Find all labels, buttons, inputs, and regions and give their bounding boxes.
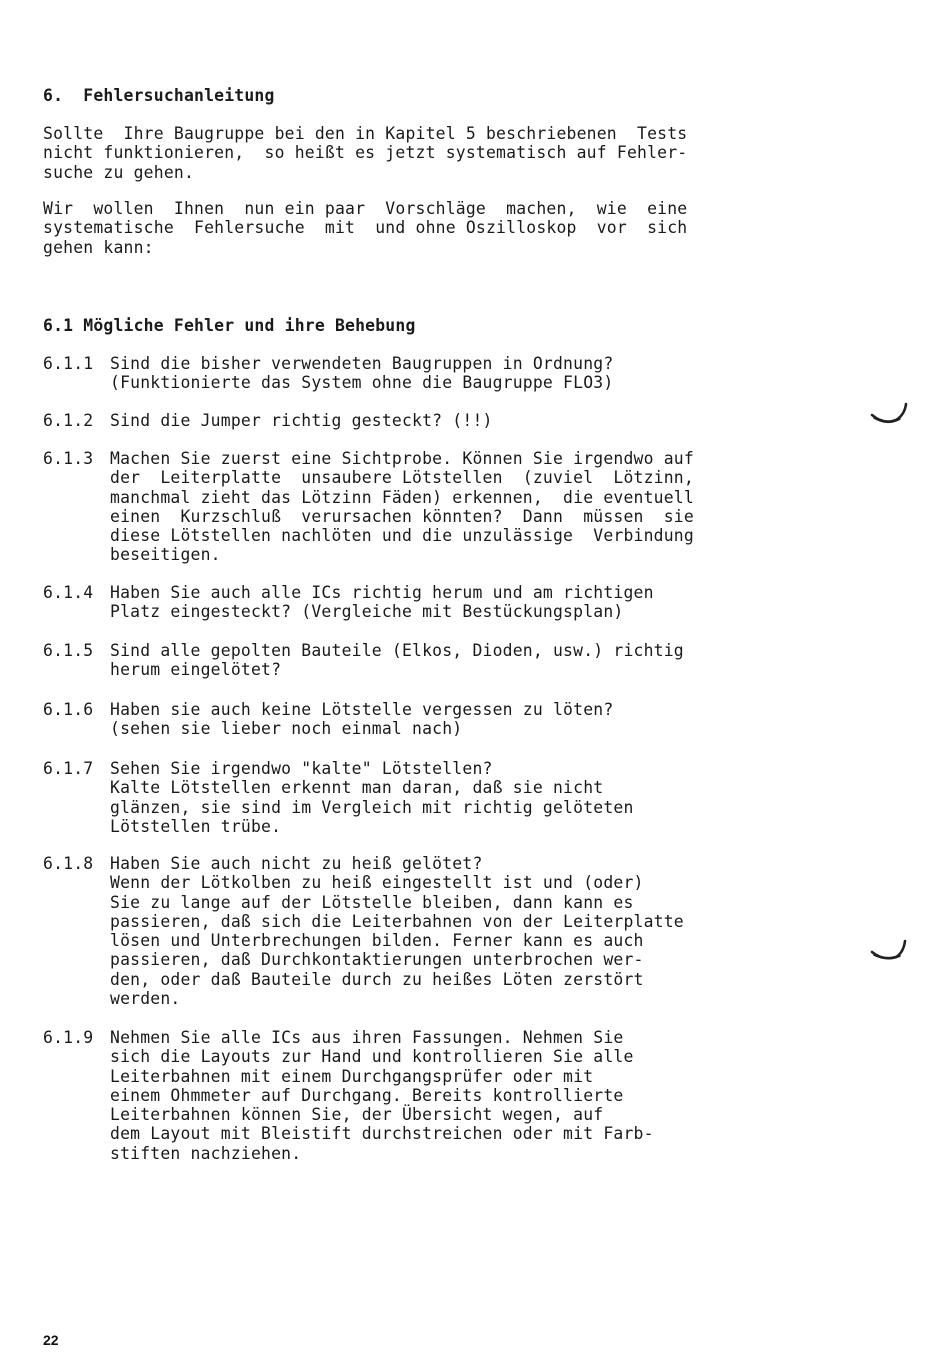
- text-line: beseitigen.: [110, 545, 221, 565]
- text-line: stiften nachziehen.: [110, 1143, 302, 1163]
- section-heading: 6.1 Mögliche Fehler und ihre Behebung: [43, 316, 416, 335]
- item-number: 6.1.3: [43, 449, 94, 468]
- text-line: Sind die bisher verwendeten Baugruppen in Ordnung?: [110, 354, 614, 373]
- text-line: Kalte Lötstellen erkennt man daran, daß sie nicht: [110, 778, 604, 798]
- text-line: passieren, daß sich die Leiterbahnen von der Leiterplatte: [110, 911, 684, 931]
- text-line: (Funktionierte das System ohne die Baugruppe FLO3): [110, 373, 614, 393]
- text-line: Haben Sie auch alle ICs richtig herum und am richtigen: [110, 583, 654, 602]
- intro-paragraph-2: [43, 199, 781, 257]
- item-number: 6.1.5: [43, 641, 94, 660]
- item-number: 6.1.6: [43, 700, 94, 719]
- item-number: 6.1.9: [43, 1028, 94, 1047]
- text-line: Sie zu lange auf der Lötstelle bleiben, dann kann es: [110, 892, 634, 912]
- text-line: glänzen, sie sind im Vergleich mit richtig gelöteten: [110, 797, 634, 817]
- text-line: Sehen Sie irgendwo "kalte" Lötstellen?: [110, 759, 493, 778]
- text-line: Leiterbahnen mit einem Durchgangsprüfer oder mit: [110, 1066, 594, 1086]
- text-line: herum eingelötet?: [110, 660, 282, 680]
- item-number: 6.1.1: [43, 354, 94, 373]
- text-line: gehen kann:: [43, 237, 154, 257]
- text-line: (sehen sie lieber noch einmal nach): [110, 719, 463, 739]
- text-line: Haben Sie auch nicht zu heiß gelötet?: [110, 854, 483, 873]
- text-line: einen Kurzschluß verursachen könnten? Dann müssen sie: [110, 506, 694, 526]
- text-line: einem Ohmmeter auf Durchgang. Bereits kontrollierte: [110, 1085, 624, 1105]
- checkmark-icon: [870, 938, 910, 962]
- text-line: manchmal zieht das Lötzinn Fäden) erkennen, die eventuell: [110, 487, 694, 507]
- text-line: passieren, daß Durchkontaktierungen unterbrochen wer-: [110, 950, 644, 970]
- text-line: Lötstellen trübe.: [110, 816, 282, 836]
- text-line: suche zu gehen.: [43, 162, 195, 182]
- text-line: Haben sie auch keine Lötstelle vergessen zu löten?: [110, 700, 614, 719]
- text-line: systematische Fehlersuche mit und ohne Oszilloskop vor sich: [43, 218, 688, 238]
- intro-paragraph-1: [43, 124, 781, 182]
- text-line: dem Layout mit Bleistift durchstreichen oder mit Farb-: [110, 1124, 654, 1144]
- item-number: 6.1.8: [43, 854, 94, 873]
- text-line: Platz eingesteckt? (Vergleiche mit Bestückungsplan): [110, 602, 624, 622]
- item-number: 6.1.4: [43, 583, 94, 602]
- text-line: lösen und Unterbrechungen bilden. Ferner kann es auch: [110, 931, 644, 951]
- item-number: 6.1.2: [43, 411, 94, 430]
- text-line: Sind alle gepolten Bauteile (Elkos, Dioden, usw.) richtig: [110, 641, 684, 660]
- text-line: werden.: [110, 989, 181, 1009]
- text-line: Wenn der Lötkolben zu heiß eingestellt ist und (oder): [110, 873, 644, 893]
- text-line: sich die Layouts zur Hand und kontrollieren Sie alle: [110, 1047, 634, 1067]
- chapter-heading: 6. Fehlersuchanleitung: [43, 86, 275, 105]
- text-line: Nehmen Sie alle ICs aus ihren Fassungen. Nehmen Sie: [110, 1028, 624, 1047]
- text-line: Sollte Ihre Baugruppe bei den in Kapitel 5 beschriebenen Tests: [43, 124, 688, 143]
- item-number: 6.1.7: [43, 759, 94, 778]
- page-number: 22: [43, 1332, 59, 1348]
- text-line: Sind die Jumper richtig gesteckt? (!!): [110, 411, 493, 430]
- text-line: diese Lötstellen nachlöten und die unzulässige Verbindung: [110, 526, 694, 546]
- text-line: Machen Sie zuerst eine Sichtprobe. Können Sie irgendwo auf: [110, 449, 694, 468]
- text-line: nicht funktionieren, so heißt es jetzt systematisch auf Fehler-: [43, 143, 688, 163]
- text-line: der Leiterplatte unsaubere Lötstellen (zuviel Lötzinn,: [110, 468, 694, 488]
- text-line: Wir wollen Ihnen nun ein paar Vorschläge machen, wie eine: [43, 199, 688, 218]
- checkmark-icon: [870, 402, 910, 426]
- text-line: Leiterbahnen können Sie, der Übersicht wegen, auf: [110, 1105, 604, 1125]
- text-line: den, oder daß Bauteile durch zu heißes Löten zerstört: [110, 969, 644, 989]
